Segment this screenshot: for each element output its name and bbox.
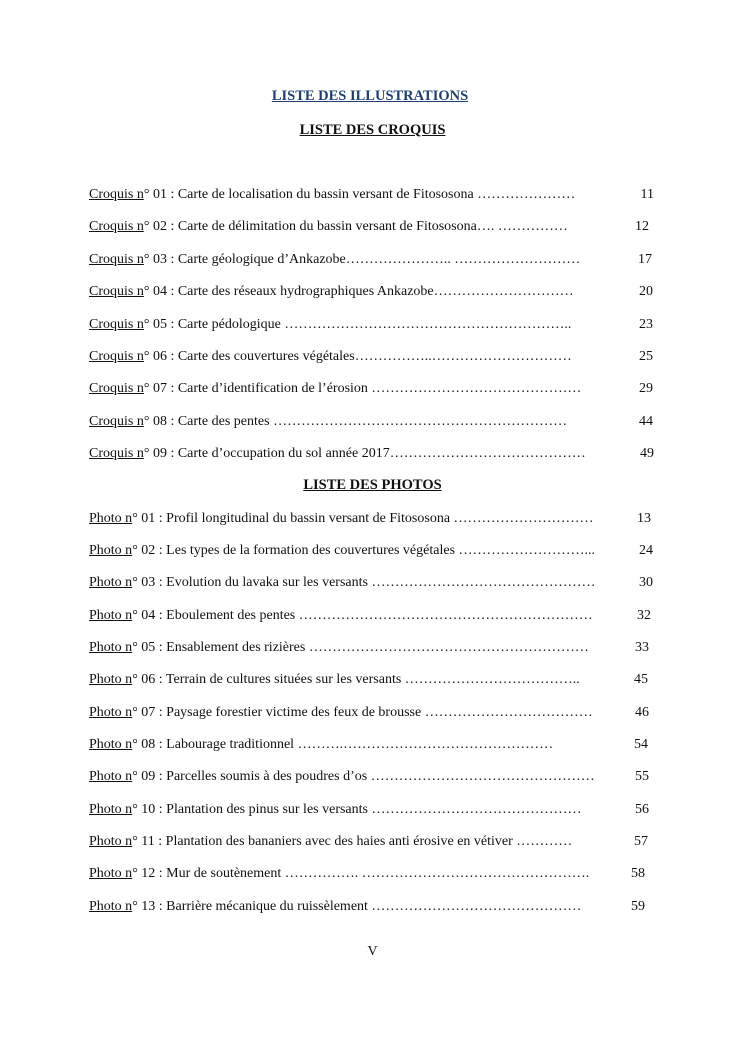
item-text: ° 06 : Carte des couvertures végétales……………..………………………… [143,349,572,364]
list-item [89,541,669,561]
item-label: Photo n [89,737,133,752]
item-page-number: 32 [637,608,651,623]
list-item [89,832,669,852]
item-label: Croquis n [89,349,144,364]
item-page-number: 23 [639,317,653,332]
item-text: ° 05 : Carte pédologique …………………………………………………….. [143,317,572,332]
item-label: Photo n [89,802,133,817]
list-item [89,444,669,464]
item-text: ° 03 : Carte géologique d’Ankazobe………………….. ……………………… [143,252,581,267]
item-page-number: 30 [639,575,653,590]
item-text: ° 04 : Eboulement des pentes ……………………………………………………… [132,608,593,623]
item-page-number: 45 [634,672,648,687]
item-label: Photo n [89,899,133,914]
item-text: ° 08 : Labourage traditionnel ……….……………………………………… [132,737,554,752]
item-text: ° 12 : Mur de soutènement ……………. …………………………………………. [132,866,590,881]
item-page-number: 17 [638,252,652,267]
item-label: Photo n [89,705,133,720]
list-item [89,250,669,270]
list-item [89,217,669,237]
item-page-number: 46 [635,705,649,720]
item-page-number: 58 [631,866,645,881]
item-page-number: 20 [639,284,653,299]
item-page-number: 13 [637,511,651,526]
list-item [89,185,669,205]
item-text: ° 01 : Carte de localisation du bassin versant de Fitososona ………………… [143,187,576,202]
item-label: Photo n [89,511,133,526]
list-item [89,509,669,529]
item-label: Croquis n [89,284,144,299]
item-page-number: 49 [640,446,654,461]
list-item [89,767,669,787]
item-label: Croquis n [89,317,144,332]
list-item [89,735,669,755]
item-label: Croquis n [89,381,144,396]
item-page-number: 59 [631,899,645,914]
photos-section-title: LISTE DES PHOTOS [303,477,442,493]
item-page-number: 33 [635,640,649,655]
item-text: ° 08 : Carte des pentes ……………………………………………………… [143,414,568,429]
item-label: Photo n [89,769,133,784]
item-page-number: 44 [639,414,653,429]
list-item [89,864,669,884]
item-label: Photo n [89,834,133,849]
item-page-number: 57 [634,834,648,849]
item-text: ° 09 : Parcelles soumis à des poudres d’os ………………………………………… [132,769,595,784]
list-item [89,347,669,367]
item-label: Photo n [89,543,133,558]
item-page-number: 56 [635,802,649,817]
item-text: ° 09 : Carte d’occupation du sol année 2017…………………………………… [143,446,586,461]
item-label: Photo n [89,866,133,881]
item-label: Photo n [89,575,133,590]
item-text: ° 10 : Plantation des pinus sur les versants ……………………………………… [132,802,582,817]
item-page-number: 12 [635,219,649,234]
list-item [89,282,669,302]
list-item [89,606,669,626]
item-label: Photo n [89,608,133,623]
list-item [89,412,669,432]
item-text: ° 01 : Profil longitudinal du bassin versant de Fitososona ………………………… [132,511,594,526]
item-text: ° 05 : Ensablement des rizières …………………………………………………… [132,640,589,655]
item-page-number: 25 [639,349,653,364]
item-text: ° 06 : Terrain de cultures situées sur les versants ……………………………….. [132,672,580,687]
item-label: Photo n [89,640,133,655]
item-page-number: 11 [640,187,654,202]
item-text: ° 07 : Paysage forestier victime des feux de brousse ……………………………… [132,705,593,720]
item-text: ° 07 : Carte d’identification de l’érosion ……………………………………… [143,381,582,396]
item-text: ° 04 : Carte des réseaux hydrographiques Ankazobe………………………… [143,284,574,299]
item-text: ° 13 : Barrière mécanique du ruissèlement ……………………………………… [132,899,582,914]
croquis-section-title: LISTE DES CROQUIS [299,122,446,138]
item-label: Croquis n [89,414,144,429]
list-item [89,379,669,399]
list-item [89,573,669,593]
item-page-number: 54 [634,737,648,752]
item-label: Croquis n [89,187,144,202]
list-item [89,800,669,820]
item-label: Croquis n [89,446,144,461]
list-item [89,315,669,335]
item-label: Croquis n [89,219,144,234]
footer-page-number: V [367,944,378,959]
list-item [89,703,669,723]
item-page-number: 29 [639,381,653,396]
list-item [89,897,669,917]
item-label: Photo n [89,672,133,687]
item-page-number: 55 [635,769,649,784]
item-text: ° 02 : Les types de la formation des couvertures végétales ………………………... [132,543,596,558]
page-title: LISTE DES ILLUSTRATIONS [271,88,469,104]
item-text: ° 03 : Evolution du lavaka sur les versants ………………………………………… [132,575,596,590]
item-text: ° 11 : Plantation des bananiers avec des haies anti érosive en vétiver ………… [132,834,573,849]
item-text: ° 02 : Carte de délimitation du bassin versant de Fitososona…. …………… [143,219,568,234]
list-item [89,670,669,690]
item-label: Croquis n [89,252,144,267]
list-item [89,638,669,658]
item-page-number: 24 [639,543,653,558]
